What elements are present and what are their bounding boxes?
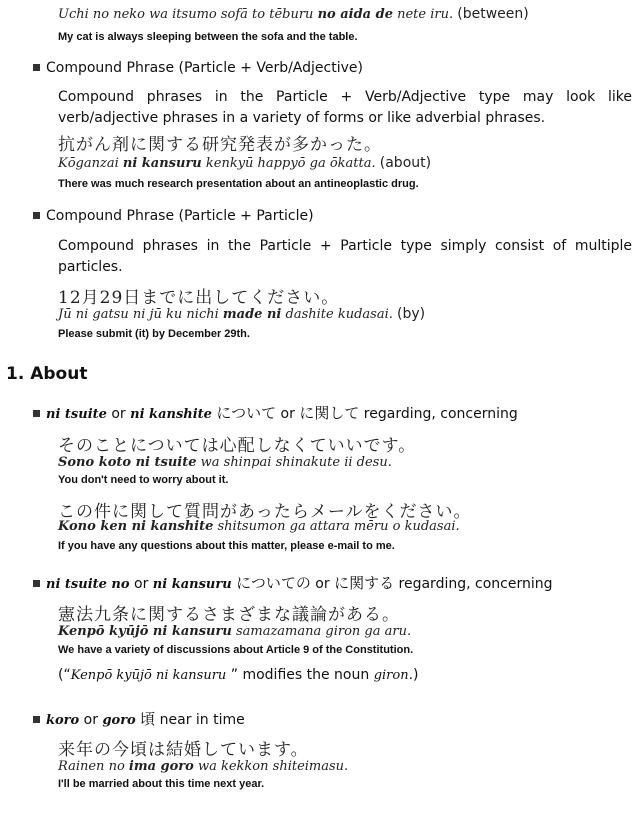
japanese-example: 12月29日までに出してください。 [58,288,340,308]
romaji-text: shitsumon ga attara mēru o kudasai. [213,519,460,534]
romaji-highlight: Kono ken ni kanshite [58,519,214,534]
section-heading [33,208,314,224]
bullet-square-icon [33,580,40,587]
english-translation: I'll be married about this time next year. [58,778,265,790]
note-term: Kenpō kyūjō ni kansuru [70,668,227,683]
term-romaji: ni kansuru [152,577,232,592]
conjunction: or [111,406,126,422]
conjunction: or [315,576,330,592]
note-text: ” modifies the noun [226,667,374,683]
term-japanese: 頃 [140,710,156,728]
romaji-text: Rainen no [58,759,129,774]
term-romaji: ni tsuite no [46,577,130,592]
japanese-example: そのことについては心配しなくていいです。 [58,436,417,456]
romaji-line [58,759,348,774]
romaji-highlight: Kenpō kyūjō ni kansuru [58,624,232,639]
term-japanese: についての [236,574,311,592]
conjunction: or [83,712,98,728]
romaji-text: kenkyū happyō ga ōkatta. [201,156,376,171]
romaji-line [58,519,460,534]
gloss: (about) [379,155,432,171]
japanese-example: この件に関して質問があったらメールをください。 [58,502,472,522]
romaji-text: dashite kudasai. [281,307,393,322]
romaji-line [58,455,392,470]
note-text: .) [408,667,419,683]
section-title: Compound Phrase (Particle + Verb/Adjective) [46,60,363,76]
bullet-square-icon [33,410,40,417]
note-term: giron [373,668,409,683]
romaji-text: Uchi no neko wa itsumo sofā to tēburu [58,7,318,22]
romaji-text: Kōganzai [58,156,123,171]
conjunction: or [134,576,149,592]
romaji-text: wa kekkon shiteimasu. [193,759,349,774]
bullet-square-icon [33,716,40,723]
bullet-square-icon [33,212,40,219]
romaji-text: Jū ni gatsu ni jū ku nichi [58,307,223,322]
grammar-item [33,708,245,729]
romaji-line [58,6,529,22]
section-title: Compound Phrase (Particle + Particle) [46,208,314,224]
romaji-line [58,306,425,322]
romaji-highlight: no aida de [317,7,393,22]
romaji-line [58,624,411,639]
gloss: (between) [457,6,529,22]
english-translation: My cat is always sleeping between the sofa and the table. [58,31,358,43]
english-translation: Please submit (it) by December 29th. [58,328,250,340]
romaji-highlight: made ni [222,307,282,322]
section-description: Compound phrases in the Particle + Particle type simply consist of multiple particles. [58,238,632,275]
term-japanese: について [216,404,277,422]
romaji-highlight: Sono koto ni tsuite [58,455,197,470]
section-description: Compound phrases in the Particle + Verb/Adjective type may look like verb/adjective phrases in a variety of forms or like adverbial phrases. [58,89,632,126]
romaji-highlight: ima goro [128,759,194,774]
term-meaning: regarding, concerning [363,406,518,422]
term-japanese: に関して [299,404,360,422]
chapter-heading: 1. About [6,364,88,384]
english-translation: We have a variety of discussions about Article 9 of the Constitution. [58,644,414,656]
term-meaning: regarding, concerning [398,576,553,592]
term-romaji: ni kanshite [130,407,212,422]
grammar-item [33,402,518,423]
gloss: (by) [397,306,426,322]
romaji-line [58,155,431,171]
grammar-item [33,572,552,593]
term-japanese: に関する [334,574,395,592]
note-text: (“ [58,667,71,683]
japanese-example: 来年の今頃は結婚しています。 [58,740,309,760]
english-translation: There was much research presentation about an antineoplastic drug. [58,178,419,190]
term-romaji: goro [102,713,136,728]
japanese-example: 抗がん剤に関する研究発表が多かった。 [58,135,382,155]
term-romaji: ni tsuite [46,407,107,422]
term-romaji: koro [46,713,80,728]
usage-note [58,667,419,683]
term-meaning: near in time [159,712,245,728]
japanese-example: 憲法九条に関するさまざまな議論がある。 [58,605,400,625]
conjunction: or [280,406,295,422]
romaji-text: samazamana giron ga aru. [231,624,412,639]
bullet-square-icon [33,64,40,71]
english-translation: You don't need to worry about it. [58,474,229,486]
romaji-highlight: ni kansuru [122,156,202,171]
romaji-text: wa shinpai shinakute ii desu. [196,455,392,470]
romaji-text: nete iru. [392,7,454,22]
section-heading [33,60,363,76]
english-translation: If you have any questions about this matter, please e-mail to me. [58,540,395,552]
